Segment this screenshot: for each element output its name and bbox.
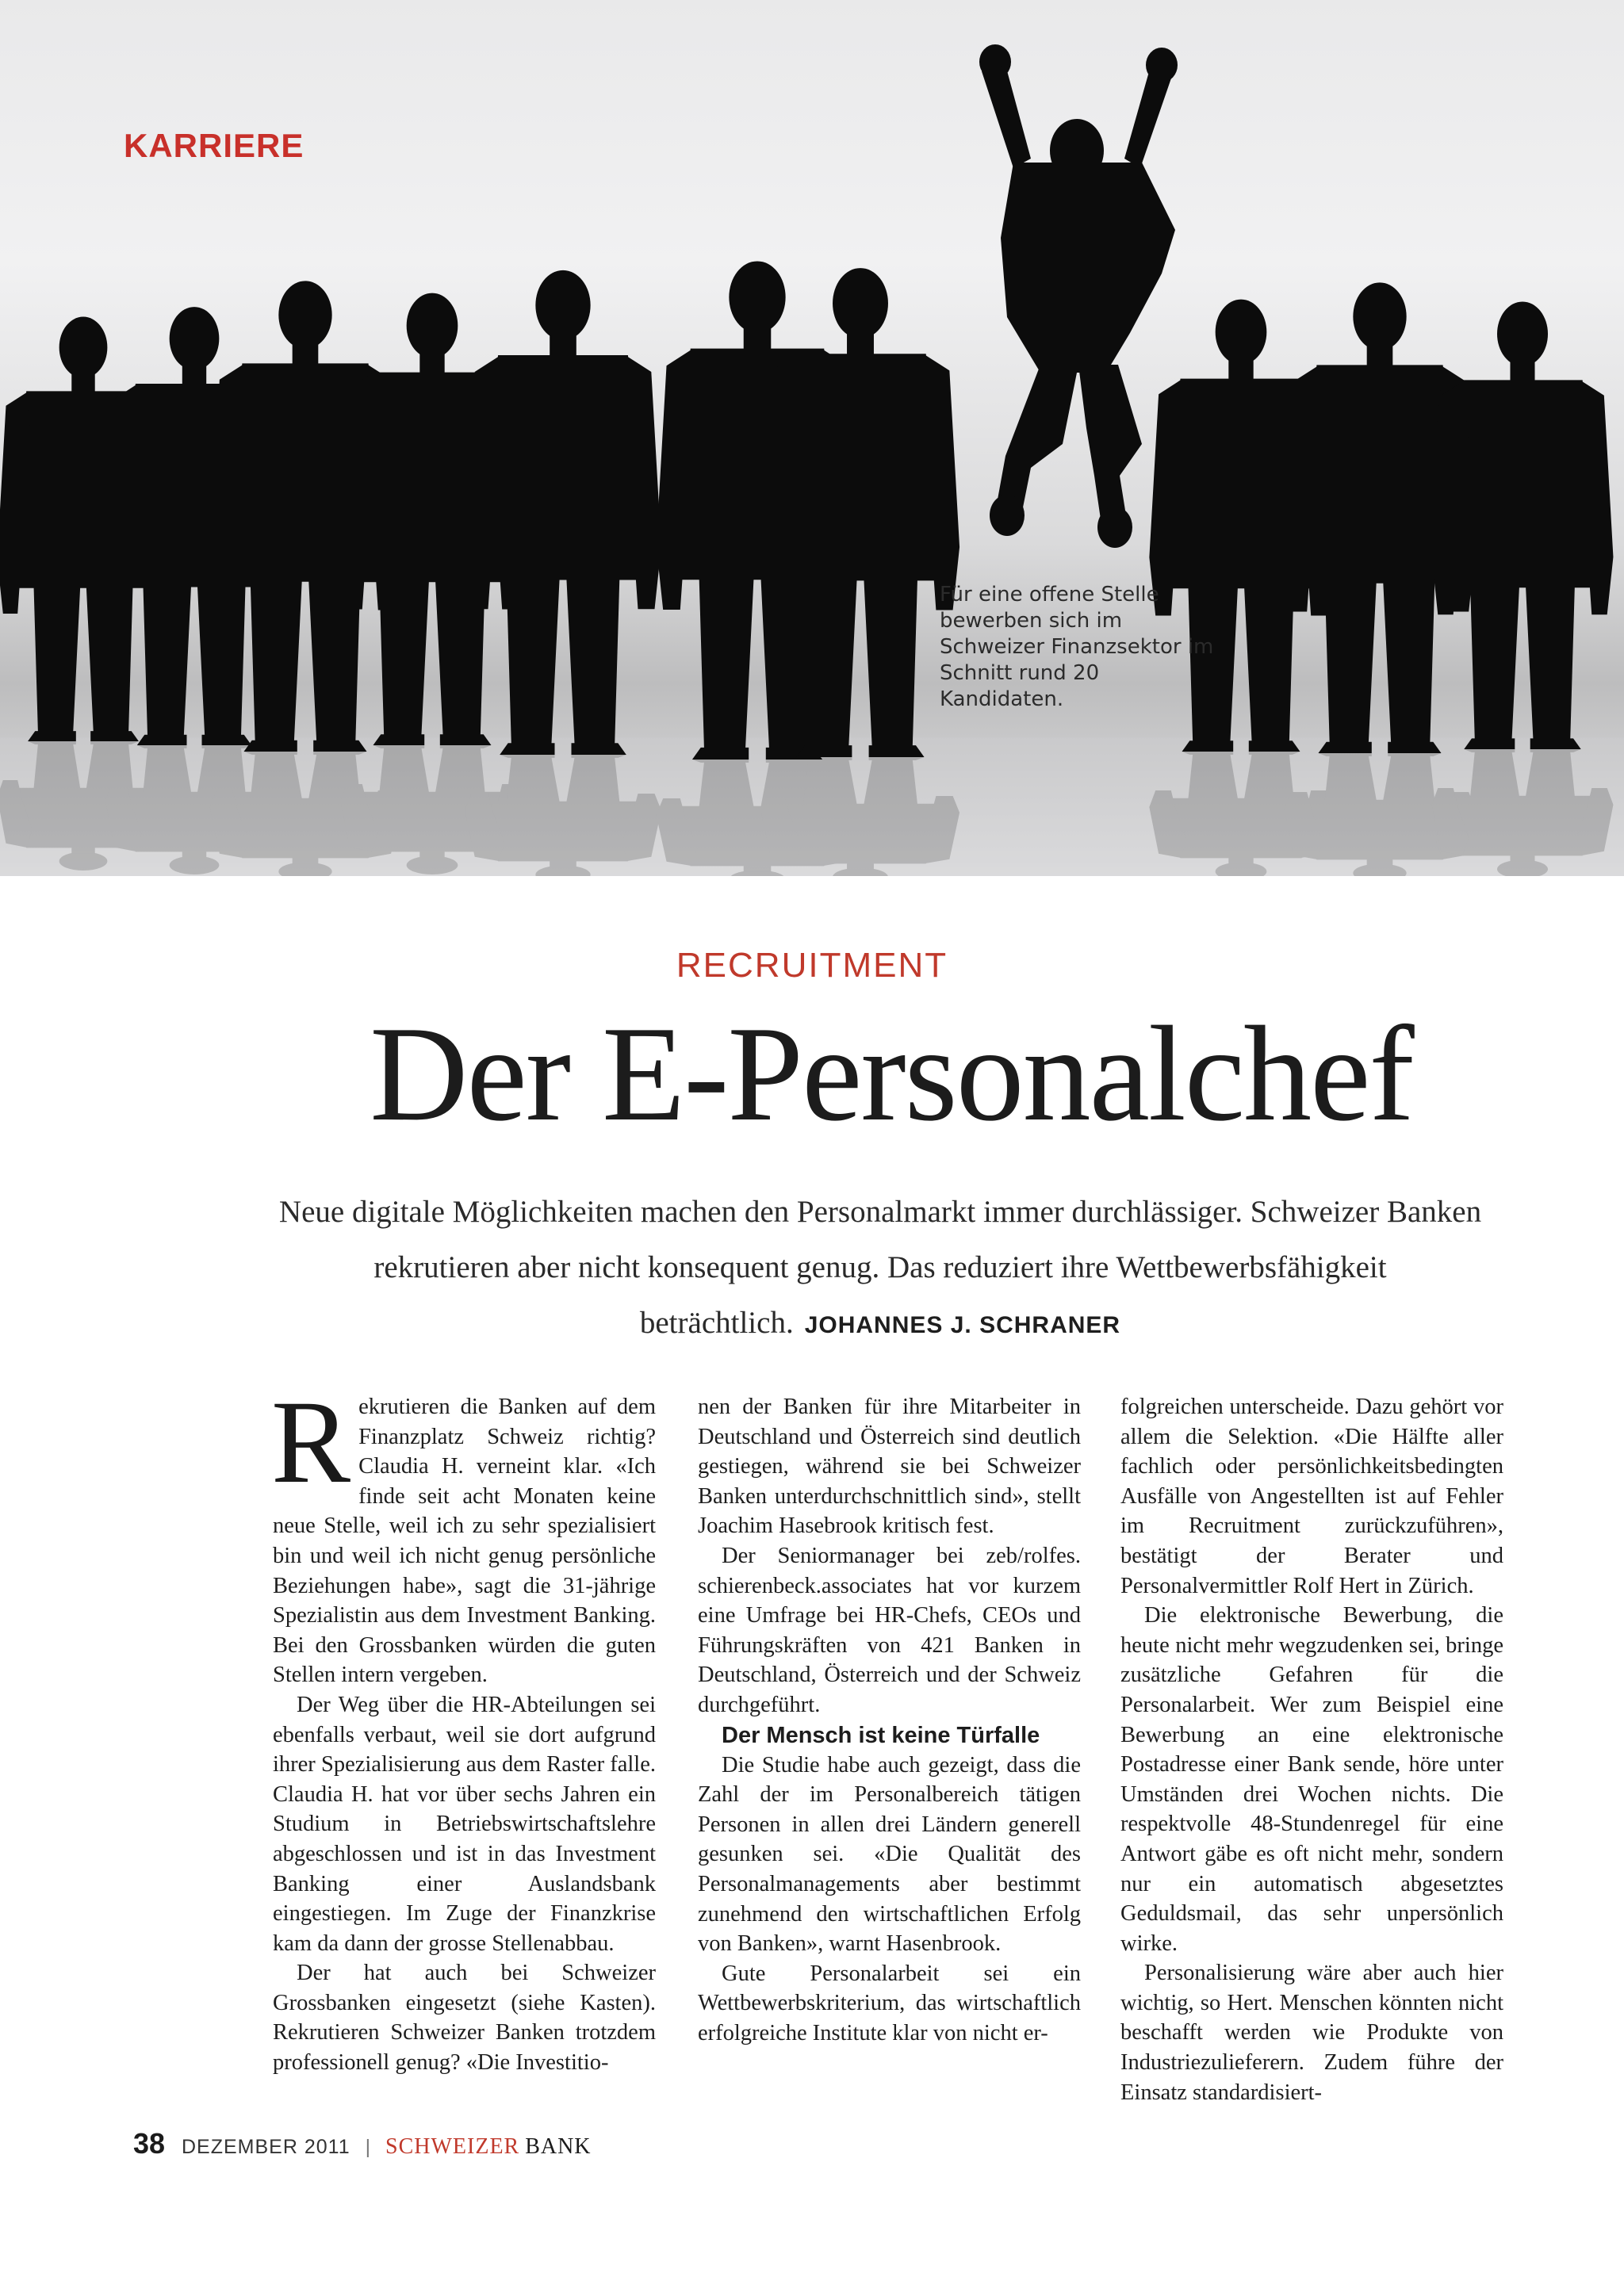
magazine-name-part1: SCHWEIZER [385,2134,520,2159]
paragraph: Der Weg über die HR-Abteilungen sei ebenfalls verbaut, weil sie dort aufgrund ihrer Spezialisierung aus dem Raster falle. Claudia H. hat vor über sechs Jahren ein Studium in Betriebswirtschaftslehre abgeschlossen und ist in das Investment Banking einer Auslandsbank eingestiegen. Im Zuge der Finanzkrise kam da dann der grosse Stellenabbau. [273,1692,656,1956]
paragraph [271,1376,656,1690]
paragraph: Der Seniormanager bei zeb/rolfes. schierenbeck.associates hat vor kurzem eine Umfrage bei HR-Chefs, CEOs und Führungskräften von 421 Banken in Deutschland, Österreich und der Schweiz durchgeführt. [698,1543,1081,1717]
paragraph: nen der Banken für ihre Mitarbeiter in Deutschland und Österreich sind deutlich gestiegen, während sie bei Schweizer Banken unterdurchschnittlich sind», stellt Joachim Hasebrook kritisch fest. [698,1395,1081,1539]
paragraph: Die Studie habe auch gezeigt, dass die Zahl der im Personalbereich tätigen Personen in allen drei Ländern generell gesunken sei. «Die Qualität des Personalmanagements aber bestimmt zunehmend den wirtschaftlichen Erfolg von Banken», warnt Hasenbrook. [698,1752,1081,1957]
article-headline: Der E-Personalchef [370,999,1413,1150]
paragraph: folgreichen unterscheide. Dazu gehört vor allem die Selektion. «Die Hälfte aller fachlich oder persönlichkeitsbedingten Ausfälle von Angestellten ist auf Fehler im Recruitment zurückzuführen», bestätigt der Berater und Personalvermittler Rolf Hert in Zürich. [1120,1395,1503,1598]
footer-separator: | [365,2136,371,2158]
hero-image [0,0,1624,876]
author-byline: JOHANNES J. SCHRANER [804,1312,1121,1338]
article-column-2 [698,1392,1081,2048]
paragraph: Die elektronische Bewerbung, die heute nicht mehr wegzudenken sei, bringe zusätzliche Gefahren für die Personalarbeit. Wer zum Beispiel eine Bewerbung an eine elektronische Postadresse einer Bank sende, höre unter Umständen drei Wochen nichts. Die respektvolle 48-Stundenregel für eine Antwort gäbe es oft nicht mehr, sondern nur ein automatisch abgesetztes Geduldsmail, das sehr unpersönlich wirke. [1120,1603,1503,1956]
paragraph-text: ekrutieren die Banken auf dem Finanzplatz Schweiz richtig? Claudia H. verneint klar. «Ich finde seit acht Monaten keine neue Stelle, weil ich zu sehr spezialisiert bin und weil ich nicht genug persönliche Beziehungen habe», sagt die 31-jährige Spezialistin aus dem Investment Banking. Bei den Grossbanken würden die guten Stellen intern vergeben. [273,1395,656,1688]
subheading: Der Mensch ist keine Türfalle [722,1722,1040,1748]
lead-text: Neue digitale Möglichkeiten machen den Personalmarkt immer durchlässiger. Schweizer Banken rekrutieren aber nicht konsequent genug. Das reduziert ihre Wettbewerbsfähigkeit beträchtlich. [278,1195,1482,1340]
article-kicker: RECRUITMENT [676,946,948,985]
drop-cap: R [271,1376,351,1508]
article-column-1 [271,1376,656,2078]
page-number: 38 [133,2127,166,2160]
image-caption: Für eine offene Stelle bewerben sich im Schweizer Finanzsektor im Schnitt rund 20 Kandidaten. [940,583,1214,711]
section-label: KARRIERE [124,127,304,164]
paragraph: Der hat auch bei Schweizer Grossbanken eingesetzt (siehe Kasten). Rekrutieren Schweizer Banken trotzdem professionell genug? «Die Investitio- [273,1961,656,2076]
article-lead [270,1184,1491,1353]
article-column-3 [1120,1392,1503,2107]
magazine-name-part2: BANK [525,2134,592,2159]
paragraph: Gute Personalarbeit sei ein Wettbewerbskriterium, das wirtschaftlich erfolgreiche Institute klar von nicht er- [698,1961,1081,2045]
paragraph: Personalisierung wäre aber auch hier wichtig, so Hert. Menschen könnten nicht beschafft werden wie Produkte von Industriezulieferern. Zudem führe der Einsatz standardisiert- [1120,1961,1503,2105]
issue-date: DEZEMBER 2011 [182,2136,350,2158]
page-footer [133,2127,592,2160]
